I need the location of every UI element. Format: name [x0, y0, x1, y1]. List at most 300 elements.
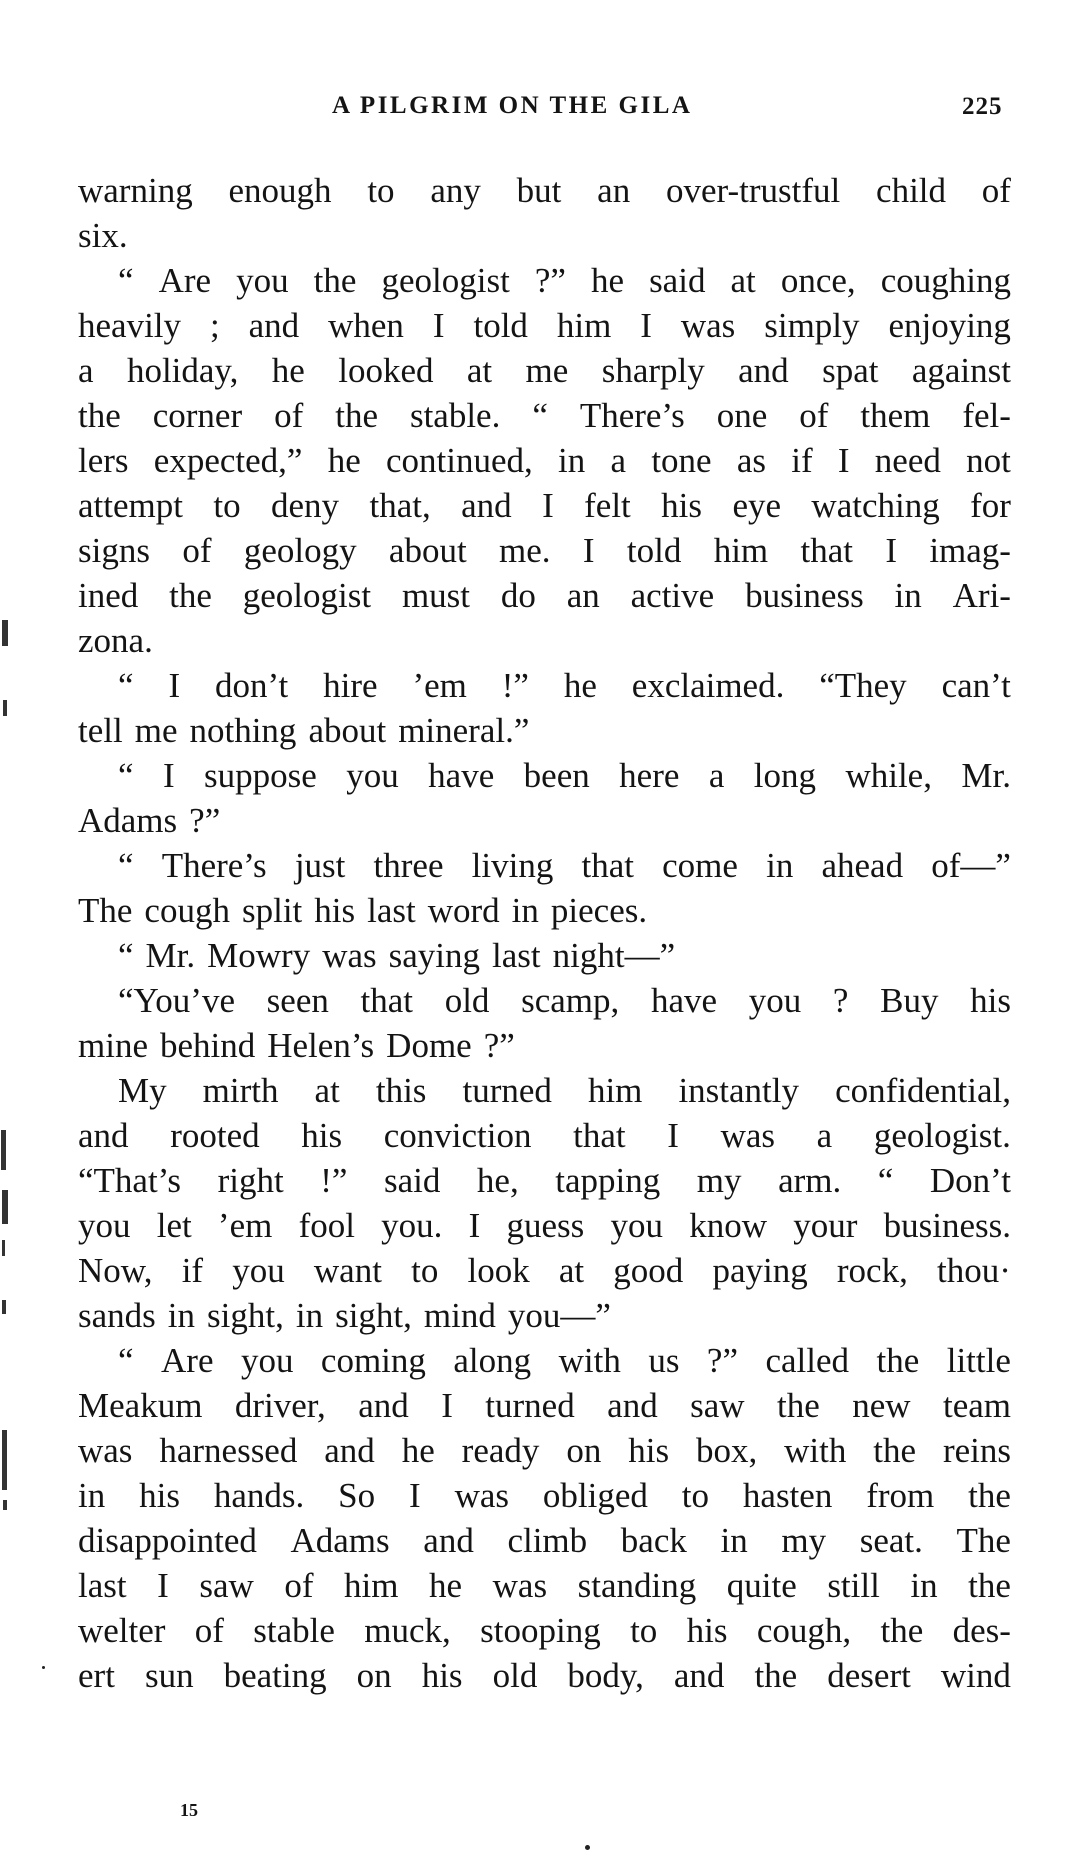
word: tell — [78, 711, 123, 750]
word: “ — [118, 666, 134, 705]
word: he — [271, 351, 305, 390]
word: Don’t — [929, 1161, 1011, 1200]
word: he — [401, 1431, 435, 1470]
word: at — [730, 261, 756, 300]
word: can’t — [941, 666, 1011, 705]
word: Adams — [290, 1521, 390, 1560]
word: saying — [388, 936, 481, 975]
word: and — [423, 1521, 474, 1560]
word: I — [409, 1476, 421, 1515]
word: his — [139, 1476, 180, 1515]
word: sun — [144, 1656, 194, 1695]
text-line — [78, 1608, 1011, 1653]
word: I — [542, 486, 554, 525]
word: The — [956, 1521, 1011, 1560]
word: I — [640, 306, 652, 345]
word: you — [346, 756, 399, 795]
word: welter — [78, 1611, 166, 1650]
text-line — [78, 438, 1011, 483]
text-line — [78, 1248, 1011, 1293]
word: arm. — [778, 1161, 842, 1200]
body-text — [78, 168, 1011, 1698]
word: geologist. — [873, 1116, 1011, 1155]
word: behind — [159, 1026, 256, 1065]
word: “You’ve — [118, 981, 235, 1020]
word: attempt — [78, 486, 183, 525]
word: sharply — [601, 351, 705, 390]
word: his — [301, 1116, 343, 1155]
ink-speck — [42, 1666, 45, 1669]
word: felt — [584, 486, 631, 525]
text-line — [78, 168, 1011, 213]
word: but — [516, 171, 562, 210]
word: three — [373, 846, 444, 885]
word: the — [313, 261, 357, 300]
word: in — [295, 1296, 324, 1335]
word: night—” — [552, 936, 676, 975]
word: not — [966, 441, 1011, 480]
word: Dome — [386, 1026, 472, 1065]
word: little — [946, 1341, 1011, 1380]
word: said — [649, 261, 706, 300]
word: word — [427, 891, 500, 930]
word: holiday, — [126, 351, 239, 390]
word: cough, — [756, 1611, 852, 1650]
word: hands. — [213, 1476, 305, 1515]
word: an — [566, 576, 600, 615]
word: him — [713, 531, 769, 570]
word: in — [167, 1296, 196, 1335]
word: was — [680, 306, 736, 345]
word: in — [511, 891, 539, 930]
word: was — [454, 1476, 510, 1515]
word: sands — [78, 1296, 156, 1335]
word: cough — [144, 891, 230, 930]
text-line — [78, 1563, 1011, 1608]
word: I — [432, 306, 445, 345]
word: spat — [822, 351, 879, 390]
word: the — [335, 396, 378, 435]
word: So — [338, 1476, 376, 1515]
word: your — [793, 1206, 858, 1245]
word: you. — [381, 1206, 443, 1245]
text-line — [78, 843, 1011, 888]
word: instantly — [678, 1071, 800, 1110]
word: I — [837, 441, 850, 480]
word: was — [720, 1116, 775, 1155]
word: you — [232, 1251, 285, 1290]
text-line — [78, 978, 1011, 1023]
word: fel- — [962, 396, 1011, 435]
word: sight, — [335, 1296, 412, 1335]
word: “ — [532, 396, 548, 435]
word: you — [748, 981, 802, 1020]
word: him — [556, 306, 612, 345]
word: on — [566, 1431, 602, 1470]
word: zona. — [78, 621, 153, 660]
text-line — [78, 348, 1011, 393]
word: saw — [199, 1566, 254, 1605]
word: one — [716, 396, 768, 435]
text-line — [78, 1338, 1011, 1383]
word: and — [461, 486, 512, 525]
word: to — [411, 1251, 439, 1290]
word: !” — [501, 666, 529, 705]
word: exclaimed. — [631, 666, 785, 705]
word: let — [156, 1206, 192, 1245]
word: you — [610, 1206, 664, 1245]
text-line — [78, 1203, 1011, 1248]
word: living — [471, 846, 554, 885]
word: and — [673, 1656, 725, 1695]
word: in — [78, 1476, 106, 1515]
word: mirth — [202, 1071, 279, 1110]
word: sight, — [207, 1296, 284, 1335]
word: six. — [78, 216, 128, 255]
word: “ — [118, 936, 134, 975]
word: them — [860, 396, 931, 435]
word: lers — [78, 441, 129, 480]
word: called — [765, 1341, 850, 1380]
word: do — [500, 576, 536, 615]
word: in — [558, 441, 586, 480]
word: you — [240, 1341, 294, 1380]
word: I — [582, 531, 595, 570]
word: stable. — [409, 396, 501, 435]
text-line — [78, 1113, 1011, 1158]
word: mine — [78, 1026, 148, 1065]
word: Are — [158, 261, 212, 300]
text-line — [78, 1023, 1011, 1068]
word: Mr. — [145, 936, 196, 975]
word: ert — [78, 1656, 115, 1695]
word: geologist — [381, 261, 510, 300]
word: if — [181, 1251, 204, 1290]
word: told — [473, 306, 528, 345]
word: wind — [940, 1656, 1011, 1695]
word: paying — [712, 1251, 808, 1290]
word: of — [182, 531, 212, 570]
word: ?” — [534, 261, 566, 300]
word: must — [401, 576, 471, 615]
word: mineral.” — [398, 711, 530, 750]
word: Mowry — [207, 936, 311, 975]
word: with — [558, 1341, 621, 1380]
word: pieces. — [550, 891, 648, 930]
word: of—” — [931, 846, 1011, 885]
word: of — [194, 1611, 224, 1650]
word: body, — [567, 1656, 644, 1695]
text-line — [78, 1653, 1011, 1698]
word: obliged — [542, 1476, 648, 1515]
word: to — [213, 486, 241, 525]
word: and — [78, 1116, 129, 1155]
word: corner — [152, 396, 243, 435]
word: said — [383, 1161, 441, 1200]
word: to — [630, 1611, 658, 1650]
word: seat. — [859, 1521, 923, 1560]
word: want — [313, 1251, 382, 1290]
word: coughing — [880, 261, 1011, 300]
word: Are — [161, 1341, 214, 1380]
running-head-title: A PILGRIM ON THE GILA — [332, 92, 693, 119]
text-line — [78, 528, 1011, 573]
word: come — [662, 846, 738, 885]
word: beating — [223, 1656, 327, 1695]
word: good — [613, 1251, 684, 1290]
word: me — [134, 711, 178, 750]
word: on — [356, 1656, 392, 1695]
word: and — [738, 351, 789, 390]
word: I — [441, 1386, 453, 1425]
word: confidential, — [835, 1071, 1011, 1110]
word: The — [78, 891, 133, 930]
word: in — [720, 1521, 748, 1560]
text-line — [78, 483, 1011, 528]
text-line — [78, 753, 1011, 798]
word: as — [736, 441, 766, 480]
text-line — [78, 573, 1011, 618]
text-line — [78, 213, 1011, 258]
word: in — [910, 1566, 938, 1605]
word: ahead — [821, 846, 904, 885]
margin-scan-marks — [0, 0, 20, 1876]
word: I — [468, 1206, 481, 1245]
word: old — [444, 981, 490, 1020]
word: Mr. — [961, 756, 1011, 795]
word: ?” — [189, 801, 221, 840]
word: There’s — [579, 396, 685, 435]
signature-mark: 15 — [180, 1800, 198, 1820]
word: in — [894, 576, 922, 615]
word: harnessed — [159, 1431, 298, 1470]
word: right — [217, 1161, 284, 1200]
word: from — [866, 1476, 935, 1515]
word: he — [327, 441, 361, 480]
word: was — [492, 1566, 548, 1605]
word: to — [367, 171, 395, 210]
word: team — [942, 1386, 1011, 1425]
word: and — [324, 1431, 375, 1470]
text-line — [78, 1293, 1011, 1338]
word: thou· — [936, 1251, 1011, 1290]
word: Helen’s — [267, 1026, 375, 1065]
text-line — [78, 1068, 1011, 1113]
word: mind — [423, 1296, 496, 1335]
text-line — [78, 258, 1011, 303]
word: continued, — [386, 441, 533, 480]
text-line — [78, 303, 1011, 348]
word: have — [650, 981, 718, 1020]
word: stooping — [480, 1611, 601, 1650]
word: and — [607, 1386, 658, 1425]
word: here — [619, 756, 680, 795]
page-number: 225 — [962, 93, 1003, 120]
word: and — [248, 306, 300, 345]
word: enjoying — [888, 306, 1011, 345]
word: Buy — [880, 981, 939, 1020]
word: been — [523, 756, 590, 795]
word: he — [429, 1566, 463, 1605]
word: that — [573, 1116, 626, 1155]
word: me. — [499, 531, 551, 570]
word: about — [308, 711, 387, 750]
text-line — [78, 393, 1011, 438]
word: when — [328, 306, 404, 345]
word: warning — [78, 171, 193, 210]
word: a — [708, 756, 725, 795]
word: My — [118, 1071, 167, 1110]
word: that, — [369, 486, 431, 525]
word: the — [78, 396, 121, 435]
word: you — [78, 1206, 131, 1245]
word: him — [344, 1566, 399, 1605]
word: saw — [690, 1386, 745, 1425]
word: an — [597, 171, 631, 210]
word: ?” — [483, 1026, 515, 1065]
text-line — [78, 663, 1011, 708]
word: muck, — [364, 1611, 451, 1650]
word: rooted — [170, 1116, 260, 1155]
word: business — [745, 576, 864, 615]
word: with — [784, 1431, 847, 1470]
word: once, — [780, 261, 856, 300]
word: business. — [883, 1206, 1011, 1245]
word: child — [876, 171, 947, 210]
word: looked — [338, 351, 434, 390]
word: still — [827, 1566, 880, 1605]
word: was — [78, 1431, 133, 1470]
word: his — [661, 486, 703, 525]
word: “ — [118, 846, 134, 885]
word: need — [874, 441, 941, 480]
word: over-trustful — [666, 171, 841, 210]
word: !” — [320, 1161, 348, 1200]
word: at — [558, 1251, 585, 1290]
word: new — [852, 1386, 911, 1425]
text-line — [78, 798, 1011, 843]
word: fool — [298, 1206, 355, 1245]
word: coming — [320, 1341, 426, 1380]
word: he — [590, 261, 625, 300]
word: a — [816, 1116, 833, 1155]
word: des- — [952, 1611, 1011, 1650]
word: told — [626, 531, 682, 570]
word: deny — [271, 486, 340, 525]
word: at — [314, 1071, 340, 1110]
word: if — [791, 441, 813, 480]
word: just — [294, 846, 346, 885]
word: was — [322, 936, 377, 975]
word: There’s — [161, 846, 267, 885]
word: at — [466, 351, 493, 390]
word: me — [525, 351, 569, 390]
word: eye — [732, 486, 782, 525]
word: Now, — [78, 1251, 153, 1290]
word: and — [358, 1386, 409, 1425]
word: driver, — [234, 1386, 326, 1425]
word: know — [689, 1206, 768, 1245]
word: the — [169, 576, 212, 615]
text-line — [78, 1518, 1011, 1563]
word: split — [241, 891, 303, 930]
word: us — [648, 1341, 680, 1380]
word: his — [686, 1611, 728, 1650]
word: Meakum — [78, 1386, 203, 1425]
text-line — [78, 708, 1011, 753]
word: ; — [209, 306, 220, 345]
word: watching — [811, 486, 940, 525]
word: he — [563, 666, 597, 705]
word: nothing — [189, 711, 297, 750]
word: that — [581, 846, 634, 885]
word: last — [492, 936, 541, 975]
word: I — [168, 666, 181, 705]
word: “ — [118, 1341, 134, 1380]
word: heavily — [78, 306, 182, 345]
word: I — [885, 531, 897, 570]
word: enough — [228, 171, 332, 210]
word: the — [754, 1656, 798, 1695]
text-line — [78, 888, 1011, 933]
word: last — [78, 1566, 127, 1605]
word: he, — [476, 1161, 519, 1200]
word: “ — [877, 1161, 894, 1200]
word: standing — [577, 1566, 697, 1605]
word: quite — [726, 1566, 797, 1605]
word: my — [696, 1161, 742, 1200]
word: imag- — [929, 531, 1011, 570]
text-line — [78, 1158, 1011, 1203]
word: of — [981, 171, 1011, 210]
word: turned — [462, 1071, 552, 1110]
word: don’t — [214, 666, 289, 705]
word: box, — [695, 1431, 758, 1470]
word: turned — [485, 1386, 575, 1425]
word: “ — [118, 756, 134, 795]
word: geology — [243, 531, 357, 570]
word: last — [367, 891, 416, 930]
text-line — [78, 933, 1011, 978]
word: look — [467, 1251, 530, 1290]
word: his — [970, 981, 1011, 1020]
word: old — [492, 1656, 538, 1695]
word: desert — [827, 1656, 911, 1695]
word: about — [388, 531, 467, 570]
word: have — [428, 756, 495, 795]
word: conviction — [383, 1116, 532, 1155]
word: of — [284, 1566, 314, 1605]
word: hire — [323, 666, 378, 705]
word: I — [157, 1566, 169, 1605]
word: “That’s — [78, 1161, 182, 1200]
word: a — [78, 351, 94, 390]
word: you — [236, 261, 289, 300]
word: this — [375, 1071, 427, 1110]
word: Adams — [78, 801, 178, 840]
word: the — [777, 1386, 820, 1425]
word: seen — [266, 981, 329, 1020]
word: hasten — [742, 1476, 833, 1515]
word: signs — [78, 531, 150, 570]
word: the — [873, 1431, 917, 1470]
word: suppose — [204, 756, 317, 795]
word: tone — [651, 441, 712, 480]
word: ?” — [706, 1341, 738, 1380]
word: rock, — [836, 1251, 908, 1290]
word: back — [620, 1521, 687, 1560]
text-line — [78, 1428, 1011, 1473]
